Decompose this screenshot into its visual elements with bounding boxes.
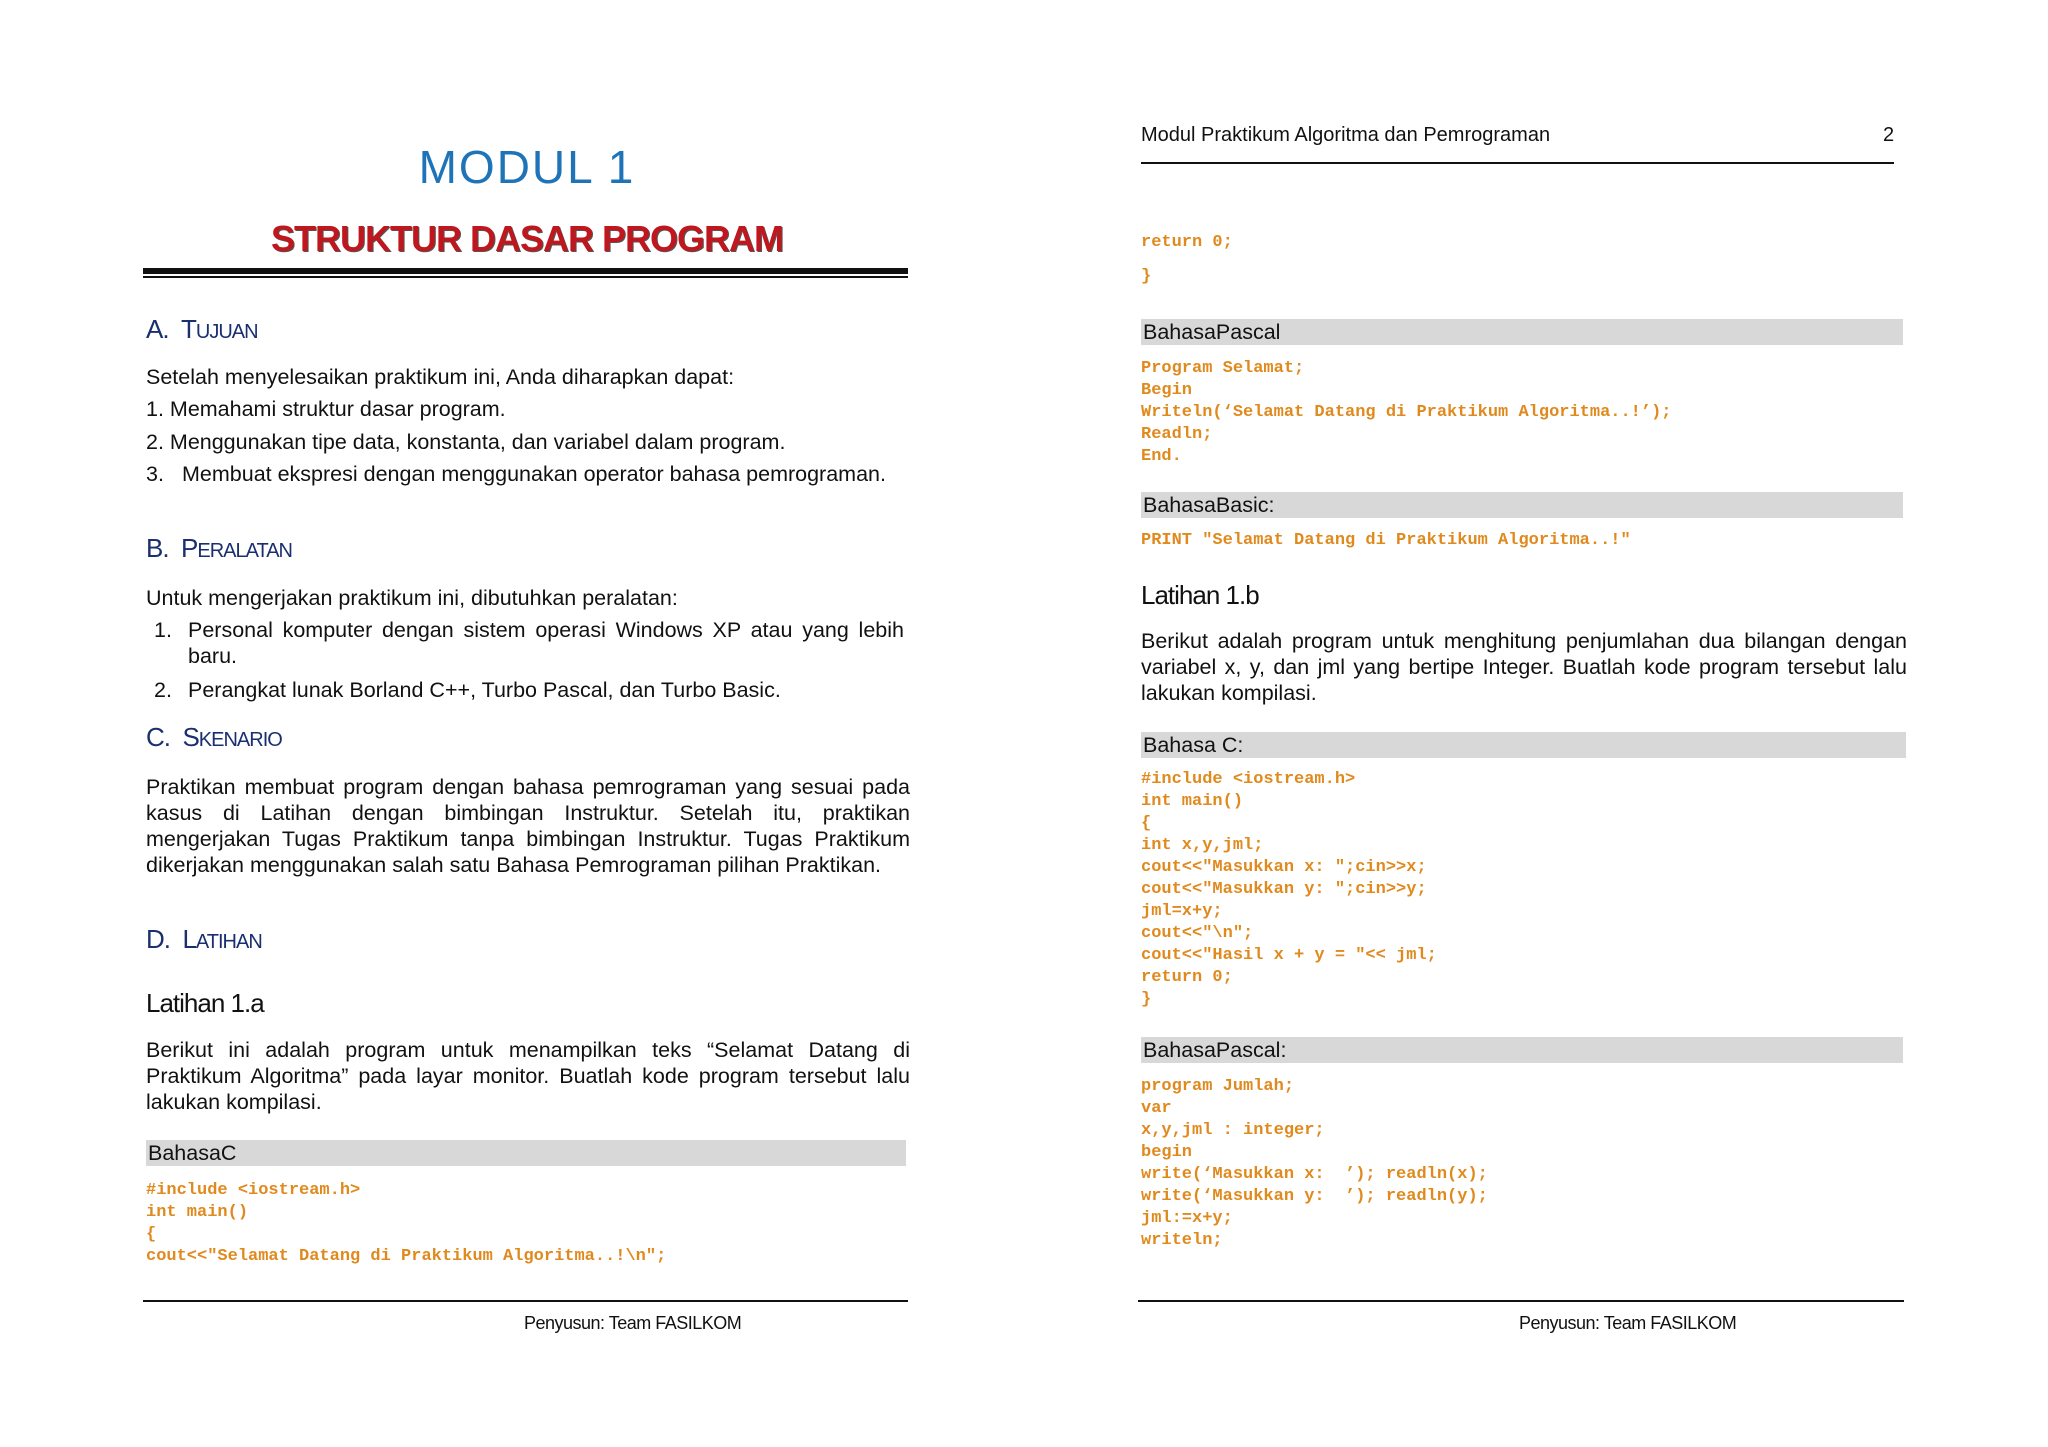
footer-text: Penyusun: Team FASILKOM bbox=[524, 1313, 742, 1333]
title-rule-thick bbox=[143, 268, 908, 274]
tujuan-item-1: 1. Memahami struktur dasar program. bbox=[146, 397, 506, 421]
peralatan-intro: Untuk mengerjakan praktikum ini, dibutuhkan peralatan: bbox=[146, 586, 678, 610]
skenario-text: Praktikan membuat program dengan bahasa pemrograman yang sesuai pada kasus di Latihan dengan bimbingan Instruktur. Setelah itu, praktikan mengerjakan Tugas Praktikum tanpa bimbingan Instruktur. Tugas Praktikum dikerjakan menggunakan salah satu Bahasa Pemrograman pilihan Praktikan. bbox=[146, 775, 910, 877]
code-block-pascal: Program Selamat; Begin Writeln(‘Selamat Datang di Praktikum Algoritma..!’); Readln; End. bbox=[1141, 359, 1672, 466]
list-number: 1. bbox=[154, 618, 172, 642]
latihan-1b-title: Latihan 1.b bbox=[1141, 580, 1259, 610]
list-text: Personal komputer dengan sistem operasi Windows XP atau yang lebih baru. bbox=[188, 618, 904, 668]
title-rule-thin bbox=[143, 276, 908, 278]
bahasa-c-label: BahasaC bbox=[146, 1140, 906, 1166]
module-title: MODUL 1 bbox=[418, 141, 636, 193]
code-block-c: #include <iostream.h> int main() { cout<<"Selamat Datang di Praktikum Algoritma..!\n"; bbox=[146, 1181, 667, 1266]
tujuan-intro: Setelah menyelesaikan praktikum ini, Anda diharapkan dapat: bbox=[146, 365, 735, 389]
code-block-c-end: return 0; } bbox=[1141, 233, 1233, 286]
running-header: Modul Praktikum Algoritma dan Pemrograman bbox=[1141, 124, 1551, 146]
heading-tujuan bbox=[146, 314, 258, 345]
basic-label: BahasaBasic: bbox=[1141, 492, 1903, 518]
module-subtitle: STRUKTUR DASAR PROGRAM bbox=[271, 218, 783, 259]
pascal-label: BahasaPascal bbox=[1141, 319, 1903, 345]
peralatan-item-2 bbox=[154, 677, 904, 707]
tujuan-item-3 bbox=[146, 461, 904, 517]
heading-peralatan bbox=[146, 533, 292, 564]
heading-letter: D. bbox=[146, 924, 170, 954]
heading-rest: ATIHAN bbox=[195, 931, 262, 953]
heading-latihan bbox=[146, 924, 262, 955]
heading-rest: KENARIO bbox=[198, 729, 282, 751]
heading-letter: B. bbox=[146, 533, 169, 563]
tujuan-item-2: 2. Menggunakan tipe data, konstanta, dan variabel dalam program. bbox=[146, 430, 786, 454]
latihan-1a-text: Berikut ini adalah program untuk menampilkan teks “Selamat Datang di Praktikum Algoritma” pada layar monitor. Buatlah kode program tersebut lalu lakukan kompilasi. bbox=[146, 1038, 910, 1114]
heading-letter: C. bbox=[146, 722, 170, 752]
heading-letter: A. bbox=[146, 314, 169, 344]
list-number: 3. bbox=[146, 462, 164, 486]
header-rule bbox=[1141, 162, 1894, 164]
code-block-c-2: #include <iostream.h> int main() { int x,y,jml; cout<<"Masukkan x: ";cin>>x; cout<<"Masukkan y: ";cin>>y; jml=x+y; cout<<"\n"; cout<<"Hasil x + y = "<< jml; return 0; } bbox=[1141, 770, 1437, 1009]
latihan-1a-title: Latihan 1.a bbox=[146, 988, 264, 1018]
heading-skenario bbox=[146, 722, 282, 753]
heading-cap: S bbox=[182, 722, 199, 752]
heading-cap: L bbox=[182, 924, 196, 954]
pascal-label-2: BahasaPascal: bbox=[1141, 1037, 1903, 1063]
bahasa-c-label-2: Bahasa C: bbox=[1141, 732, 1906, 758]
heading-rest: UJUAN bbox=[195, 321, 258, 343]
list-text: Perangkat lunak Borland C++, Turbo Pascal, dan Turbo Basic. bbox=[188, 678, 781, 702]
footer-rule-right bbox=[1138, 1300, 1904, 1302]
list-number: 2. bbox=[154, 678, 172, 702]
latihan-1b-text: Berikut adalah program untuk menghitung penjumlahan dua bilangan dengan variabel x, y, dan jml yang bertipe Integer. Buatlah kode program tersebut lalu lakukan kompilasi. bbox=[1141, 629, 1907, 705]
page-number: 2 bbox=[1883, 124, 1895, 146]
list-text: Membuat ekspresi dengan menggunakan operator bahasa pemrograman. bbox=[182, 462, 886, 486]
footer-text-right: Penyusun: Team FASILKOM bbox=[1519, 1313, 1737, 1333]
heading-cap: T bbox=[181, 314, 196, 344]
code-block-pascal-2: program Jumlah; var x,y,jml : integer; begin write(‘Masukkan x: ’); readln(x); write(‘Masukkan y: ’); readln(y); jml:=x+y; writeln; bbox=[1141, 1077, 1488, 1250]
footer-rule bbox=[143, 1300, 908, 1302]
peralatan-item-1 bbox=[154, 617, 904, 673]
code-block-basic: PRINT "Selamat Datang di Praktikum Algoritma..!" bbox=[1141, 531, 1631, 550]
heading-cap: P bbox=[181, 533, 198, 563]
heading-rest: ERALATAN bbox=[197, 540, 292, 562]
